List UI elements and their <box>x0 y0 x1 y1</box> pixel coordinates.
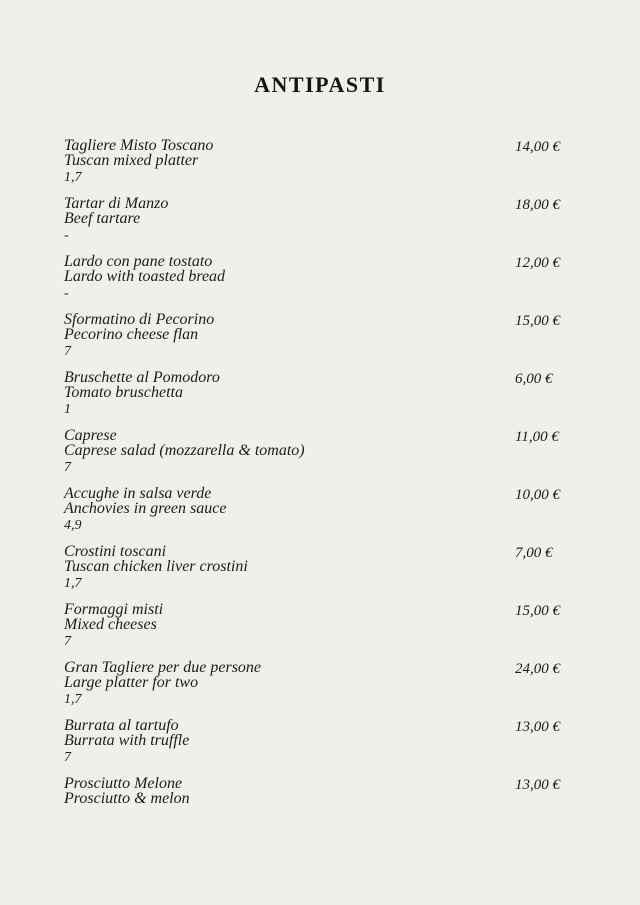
menu-item-name: Tagliere Misto Toscano <box>64 137 214 154</box>
menu-item <box>64 603 576 661</box>
menu-item-price: 24,00 € <box>515 661 560 677</box>
menu-item <box>64 661 576 719</box>
menu-item-text <box>64 139 576 185</box>
menu-item <box>64 719 576 777</box>
menu-item-translation: Lardo with toasted bread <box>64 267 226 285</box>
menu-item-price: 13,00 € <box>515 719 560 735</box>
menu-item-translation: Beef tartare <box>64 209 141 227</box>
menu-item-translation: Pecorino cheese flan <box>64 325 199 343</box>
menu-item-text <box>64 719 576 765</box>
menu-item <box>64 313 576 371</box>
menu-item-price: 10,00 € <box>515 487 560 503</box>
menu-item-name: Tartar di Manzo <box>64 195 169 212</box>
menu-item-price: 11,00 € <box>515 429 559 445</box>
menu-item-translation: Tuscan chicken liver crostini <box>64 557 248 575</box>
menu-item <box>64 197 576 255</box>
menu-item-price: 12,00 € <box>515 255 560 271</box>
menu-item-allergens: 7 <box>64 460 71 475</box>
menu-item-name: Crostini toscani <box>64 543 167 560</box>
menu-item <box>64 139 576 197</box>
menu-item-text <box>64 197 576 243</box>
menu-item-text <box>64 603 576 649</box>
menu-item-text <box>64 371 576 417</box>
menu-item-allergens: 1,7 <box>64 692 82 707</box>
menu-item <box>64 429 576 487</box>
menu-item-allergens: 7 <box>64 344 71 359</box>
menu-item-name: Bruschette al Pomodoro <box>64 369 220 386</box>
menu-item-text <box>64 429 576 475</box>
menu-item-allergens: 7 <box>64 750 71 765</box>
menu-item-translation: Anchovies in green sauce <box>64 499 227 517</box>
menu-item-price: 14,00 € <box>515 139 560 155</box>
menu-item-allergens: - <box>64 286 69 301</box>
page-title: ANTIPASTI <box>254 72 386 97</box>
menu-item-name: Formaggi misti <box>64 601 164 618</box>
menu-item <box>64 545 576 603</box>
menu-item-allergens: 1 <box>64 402 71 417</box>
menu-item-text <box>64 255 576 301</box>
menu-item-allergens: 7 <box>64 634 71 649</box>
menu-item-text <box>64 661 576 707</box>
menu-item-name: Burrata al tartufo <box>64 717 179 734</box>
menu-item <box>64 777 576 835</box>
menu-item-name: Sformatino di Pecorino <box>64 311 215 328</box>
menu-item-allergens: 4,9 <box>64 518 82 533</box>
menu-item <box>64 487 576 545</box>
menu-item-translation: Mixed cheeses <box>64 615 157 633</box>
menu-item-price: 7,00 € <box>515 545 553 561</box>
menu-item-translation: Large platter for two <box>64 673 199 691</box>
menu-item <box>64 255 576 313</box>
menu-item-price: 6,00 € <box>515 371 553 387</box>
menu-item-translation: Burrata with truffle <box>64 731 190 749</box>
menu-item-allergens: 1,7 <box>64 576 82 591</box>
menu-item-translation: Prosciutto & melon <box>64 789 190 807</box>
menu-item-text <box>64 487 576 533</box>
menu-item-allergens: 1,7 <box>64 170 82 185</box>
menu-item-allergens: - <box>64 228 69 243</box>
menu-item-translation: Tomato bruschetta <box>64 383 183 401</box>
menu-item-name: Accughe in salsa verde <box>64 485 212 502</box>
menu-item-text <box>64 545 576 591</box>
menu-list <box>64 139 576 835</box>
menu-item-translation: Tuscan mixed platter <box>64 151 199 169</box>
menu-item-price: 15,00 € <box>515 313 560 329</box>
menu-item-name: Gran Tagliere per due persone <box>64 659 262 676</box>
menu-item <box>64 371 576 429</box>
menu-item-price: 15,00 € <box>515 603 560 619</box>
menu-item-translation: Caprese salad (mozzarella & tomato) <box>64 441 305 459</box>
menu-item-name: Caprese <box>64 427 117 444</box>
menu-item-text <box>64 777 576 806</box>
menu-item-text <box>64 313 576 359</box>
menu-item-name: Lardo con pane tostato <box>64 253 213 270</box>
menu-item-name: Prosciutto Melone <box>64 775 183 792</box>
menu-item-price: 13,00 € <box>515 777 560 793</box>
menu-item-price: 18,00 € <box>515 197 560 213</box>
